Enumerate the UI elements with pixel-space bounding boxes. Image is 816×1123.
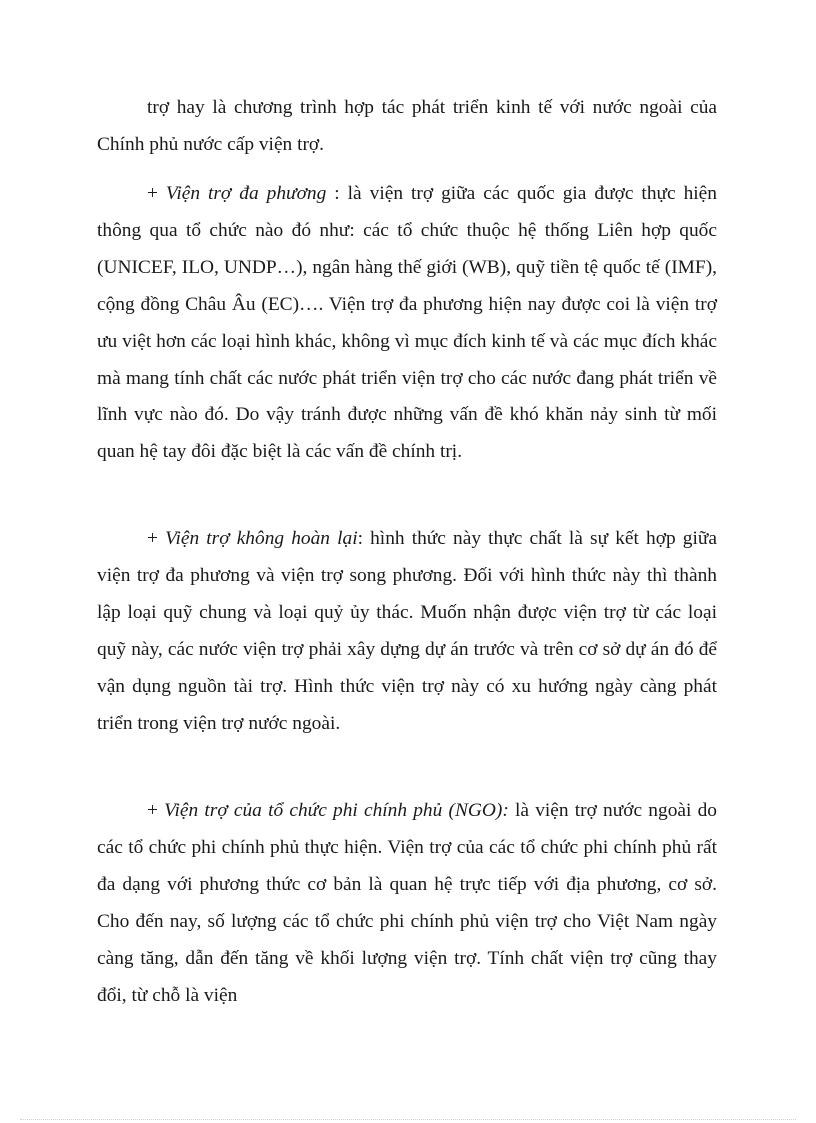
footer-divider [20, 1119, 796, 1120]
paragraph-continuation [97, 90, 717, 164]
paragraph-text: : hình thức này thực chất là sự kết hợp giữa viện trợ đa phương và viện trợ song phương. Đối với hình thức này thì thành lập loại quỹ chung và loại quỷ ủy thác. Muốn nhận được viện trợ từ các loại quỹ này, các nước viện trợ phải xây dựng dự án trước và trên cơ sở dự án đó để vận dụng nguồn tài trợ. Hình thức viện trợ này có xu hướng ngày càng phát triển trong viện trợ nước ngoài. [97, 528, 717, 734]
paragraph-text: trợ hay là chương trình hợp tác phát triển kinh tế với nước ngoài của Chính phủ nước cấp viện trợ. [97, 97, 717, 155]
bullet-plus: + [147, 528, 166, 549]
term-ngo-aid: Viện trợ của tổ chức phi chính phủ (NGO): [164, 800, 509, 821]
paragraph-text: là viện trợ nước ngoài do các tổ chức phi chính phủ thực hiện. Viện trợ của các tổ chức phi chính phủ rất đa dạng với phương thức cơ bản là quan hệ trực tiếp với địa phương, cơ sở. Cho đến nay, số lượng các tổ chức phi chính phủ viện trợ cho Việt Nam ngày càng tăng, dẫn đến tăng về khối lượng viện trợ. Tính chất viện trợ cũng thay đổi, từ chỗ là viện [97, 800, 717, 1006]
paragraph-multilateral-aid [97, 176, 717, 471]
bullet-plus: + [147, 800, 165, 821]
paragraph-ngo-aid [97, 793, 717, 1014]
paragraph-text: : là viện trợ giữa các quốc gia được thực hiện thông qua tổ chức nào đó như: các tổ chức thuộc hệ thống Liên hợp quốc (UNICEF, ILO, UNDP…), ngân hàng thế giới (WB), quỹ tiền tệ quốc tế (IMF), cộng đồng Châu Âu (EC)…. Viện trợ đa phương hiện nay được coi là viện trợ ưu việt hơn các loại hình khác, không vì mục đích kinh tế và các mục đích khác mà mang tính chất các nước phát triển viện trợ cho các nước đang phát triển về lĩnh vực nào đó. Do vậy tránh được những vấn đề khó khăn nảy sinh từ mối quan hệ tay đôi đặc biệt là các vấn đề chính trị. [97, 183, 717, 463]
paragraph-non-refundable-aid [97, 521, 717, 742]
term-multilateral-aid: Viện trợ đa phương [165, 183, 327, 204]
term-non-refundable-aid: Viện trợ không hoàn lại [165, 528, 358, 549]
bullet-plus: + [147, 183, 166, 204]
